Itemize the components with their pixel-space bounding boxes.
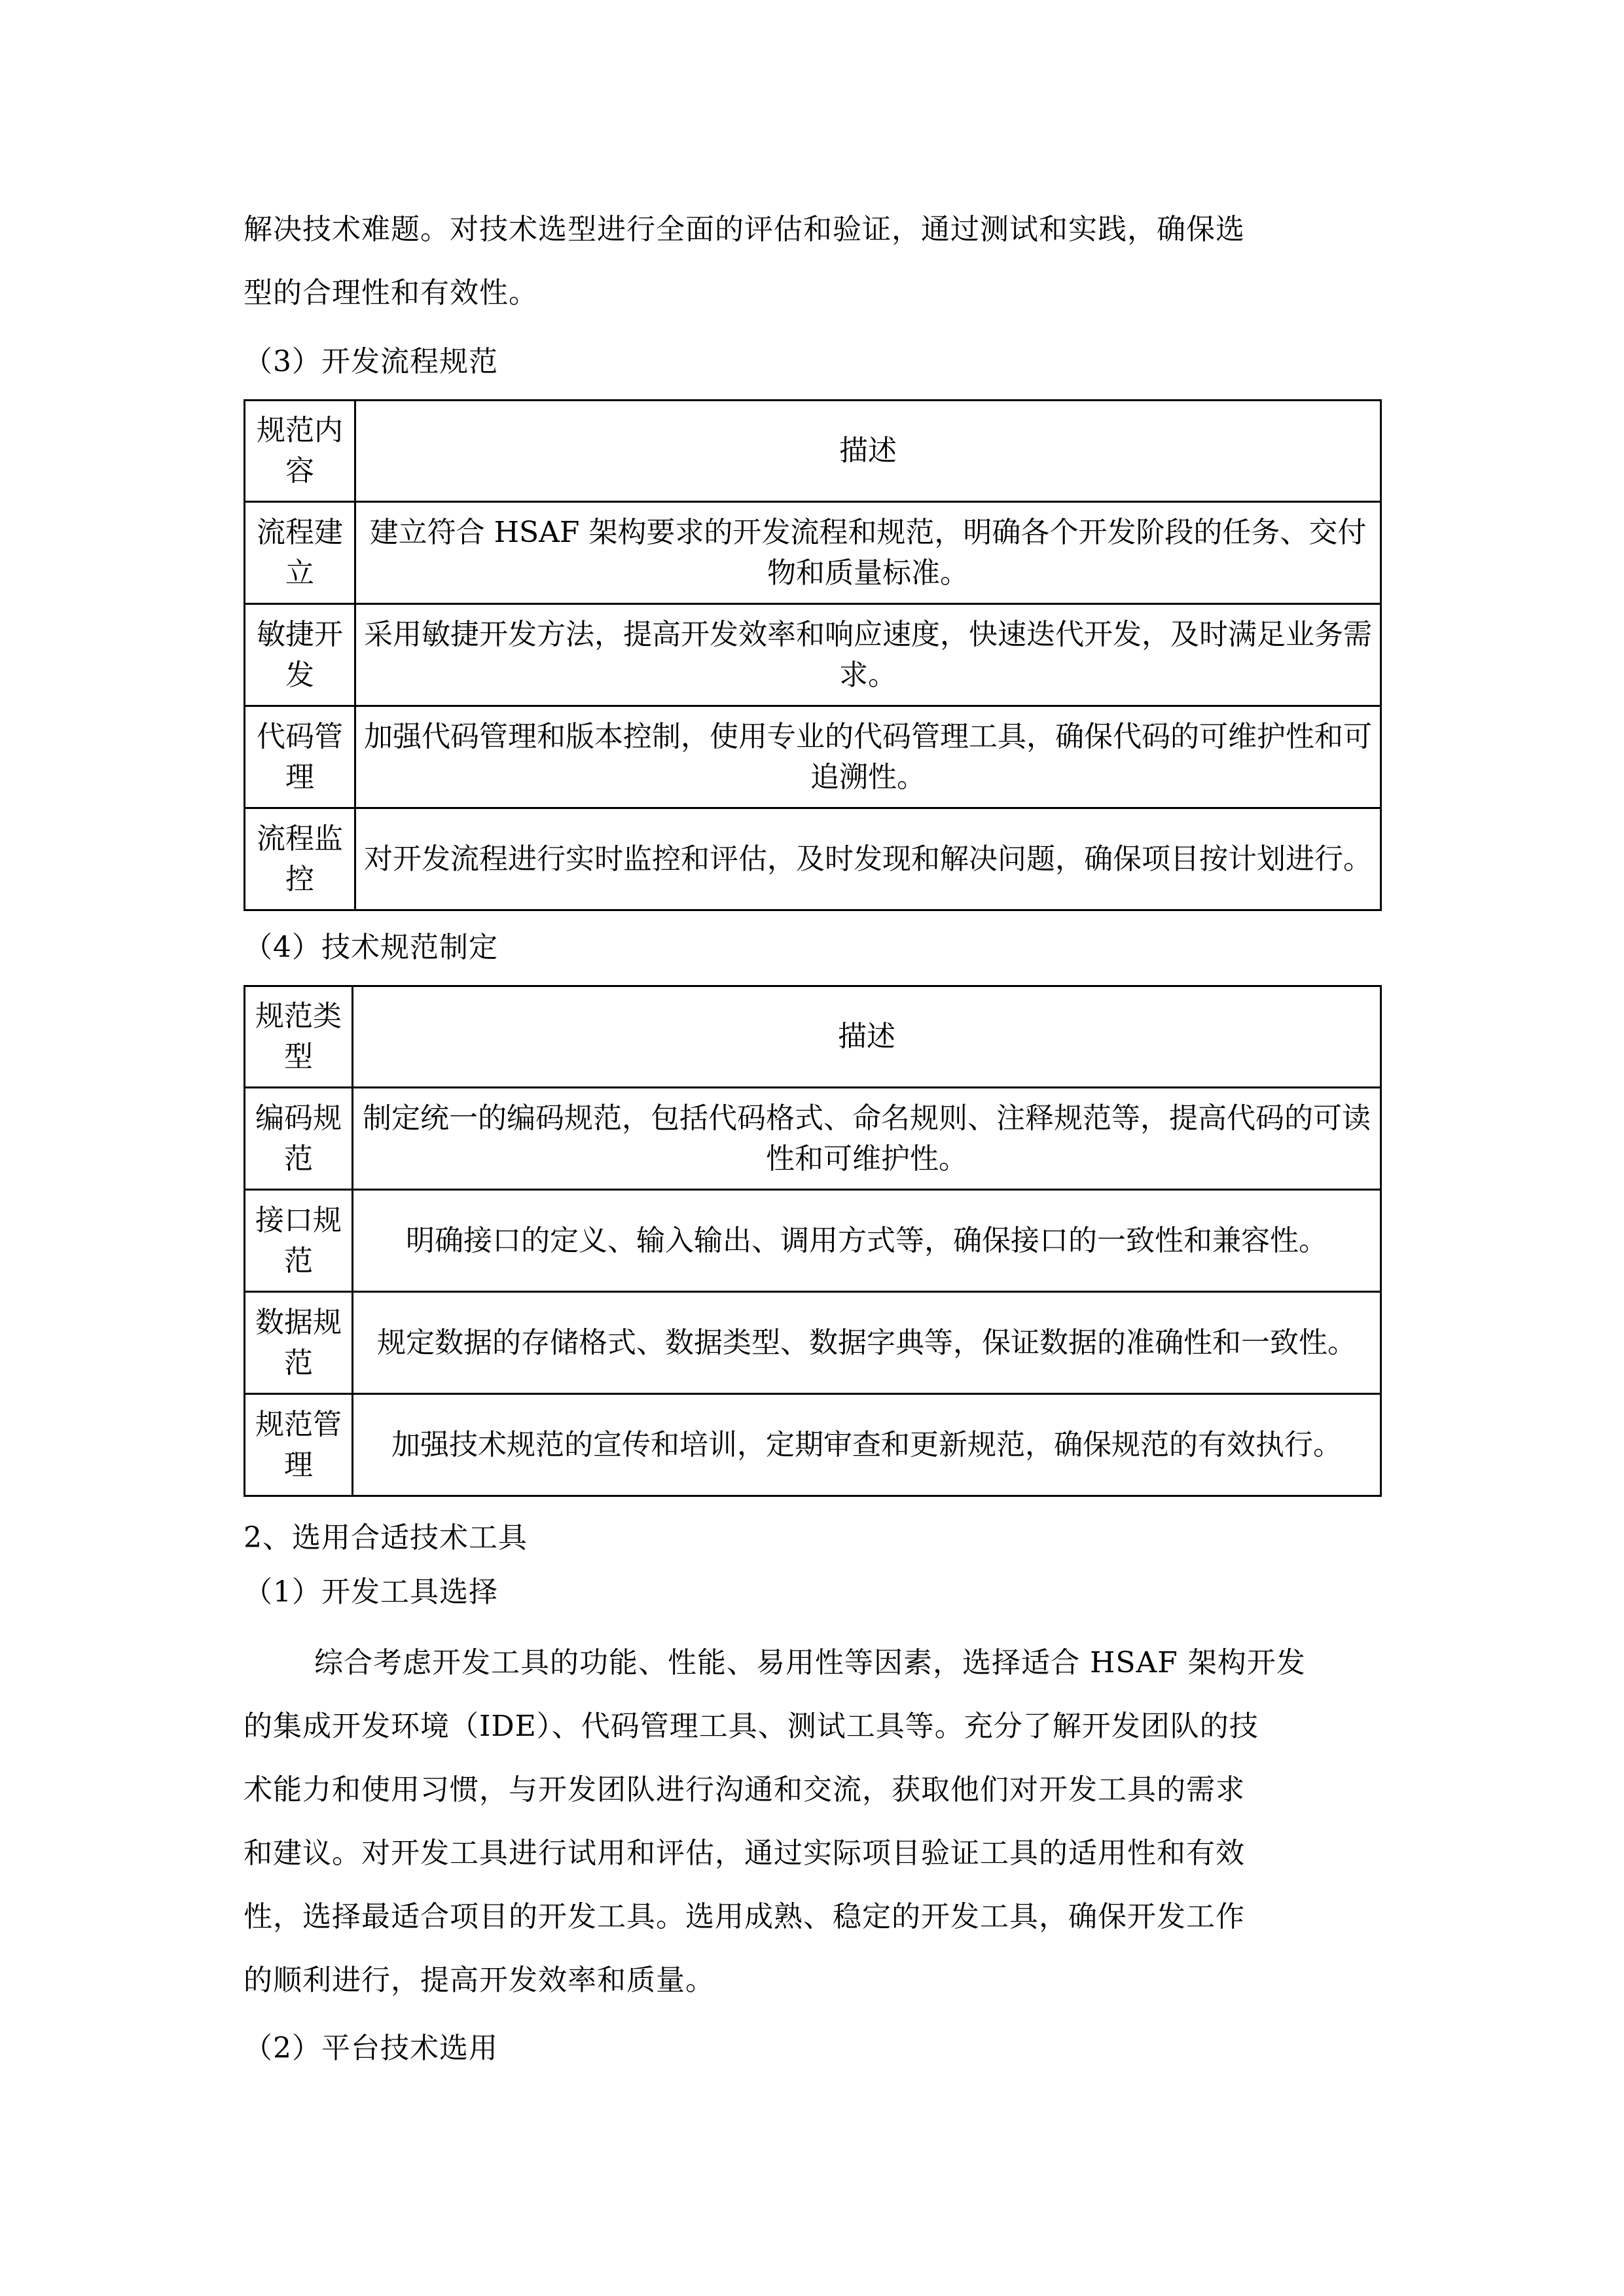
dev-tools-paragraph bbox=[244, 1631, 1382, 2012]
row-description: 建立符合 HSAF 架构要求的开发流程和规范，明确各个开发阶段的任务、交付物和质量标准。 bbox=[355, 502, 1381, 604]
header-description: 描述 bbox=[355, 401, 1381, 502]
intro-line-2: 型的合理性和有效性。 bbox=[244, 276, 538, 310]
dev-process-spec-table bbox=[244, 399, 1382, 911]
table-row bbox=[245, 502, 1381, 604]
paragraph-line: 的顺利进行，提高开发效率和质量。 bbox=[244, 1964, 715, 1997]
table-row bbox=[245, 604, 1381, 706]
section-2-heading: 2、选用合适技术工具 bbox=[244, 1521, 528, 1554]
header-description: 描述 bbox=[353, 986, 1381, 1088]
intro-paragraph bbox=[244, 198, 1382, 325]
table-header-row bbox=[245, 986, 1381, 1088]
table-header-row bbox=[245, 401, 1381, 502]
section-3-heading: （3）开发流程规范 bbox=[244, 345, 498, 378]
subsection-2-heading: （2）平台技术选用 bbox=[244, 2032, 498, 2065]
table-row bbox=[245, 808, 1381, 910]
row-name: 数据规范 bbox=[245, 1292, 353, 1394]
row-description: 加强代码管理和版本控制，使用专业的代码管理工具，确保代码的可维护性和可追溯性。 bbox=[355, 706, 1381, 808]
row-name: 规范管理 bbox=[245, 1394, 353, 1496]
row-description: 制定统一的编码规范，包括代码格式、命名规则、注释规范等，提高代码的可读性和可维护性。 bbox=[353, 1088, 1381, 1190]
header-spec-content: 规范内容 bbox=[245, 401, 355, 502]
paragraph-line: 的集成开发环境（IDE）、代码管理工具、测试工具等。充分了解开发团队的技 bbox=[244, 1710, 1259, 1743]
table-row bbox=[245, 1088, 1381, 1190]
subsection-1-heading: （1）开发工具选择 bbox=[244, 1575, 498, 1609]
header-spec-type: 规范类型 bbox=[245, 986, 353, 1088]
tech-spec-table bbox=[244, 985, 1382, 1497]
paragraph-line: 综合考虑开发工具的功能、性能、易用性等因素，选择适合 HSAF 架构开发 bbox=[314, 1646, 1306, 1679]
table-row bbox=[245, 1394, 1381, 1496]
row-description: 加强技术规范的宣传和培训，定期审查和更新规范，确保规范的有效执行。 bbox=[353, 1394, 1381, 1496]
row-description: 明确接口的定义、输入输出、调用方式等，确保接口的一致性和兼容性。 bbox=[353, 1190, 1381, 1292]
row-name: 敏捷开发 bbox=[245, 604, 355, 706]
paragraph-line: 和建议。对开发工具进行试用和评估，通过实际项目验证工具的适用性和有效 bbox=[244, 1837, 1245, 1870]
row-description: 对开发流程进行实时监控和评估，及时发现和解决问题，确保项目按计划进行。 bbox=[355, 808, 1381, 910]
row-name: 流程监控 bbox=[245, 808, 355, 910]
paragraph-line: 性，选择最适合项目的开发工具。选用成熟、稳定的开发工具，确保开发工作 bbox=[244, 1900, 1245, 1933]
row-name: 代码管理 bbox=[245, 706, 355, 808]
paragraph-line: 术能力和使用习惯，与开发团队进行沟通和交流，获取他们对开发工具的需求 bbox=[244, 1773, 1245, 1806]
table-row bbox=[245, 706, 1381, 808]
row-description: 采用敏捷开发方法，提高开发效率和响应速度，快速迭代开发，及时满足业务需求。 bbox=[355, 604, 1381, 706]
row-name: 编码规范 bbox=[245, 1088, 353, 1190]
section-4-heading: （4）技术规范制定 bbox=[244, 931, 498, 964]
intro-line-1: 解决技术难题。对技术选型进行全面的评估和验证，通过测试和实践，确保选 bbox=[244, 213, 1245, 246]
table-row bbox=[245, 1190, 1381, 1292]
row-name: 接口规范 bbox=[245, 1190, 353, 1292]
row-name: 流程建立 bbox=[245, 502, 355, 604]
table-row bbox=[245, 1292, 1381, 1394]
row-description: 规定数据的存储格式、数据类型、数据字典等，保证数据的准确性和一致性。 bbox=[353, 1292, 1381, 1394]
